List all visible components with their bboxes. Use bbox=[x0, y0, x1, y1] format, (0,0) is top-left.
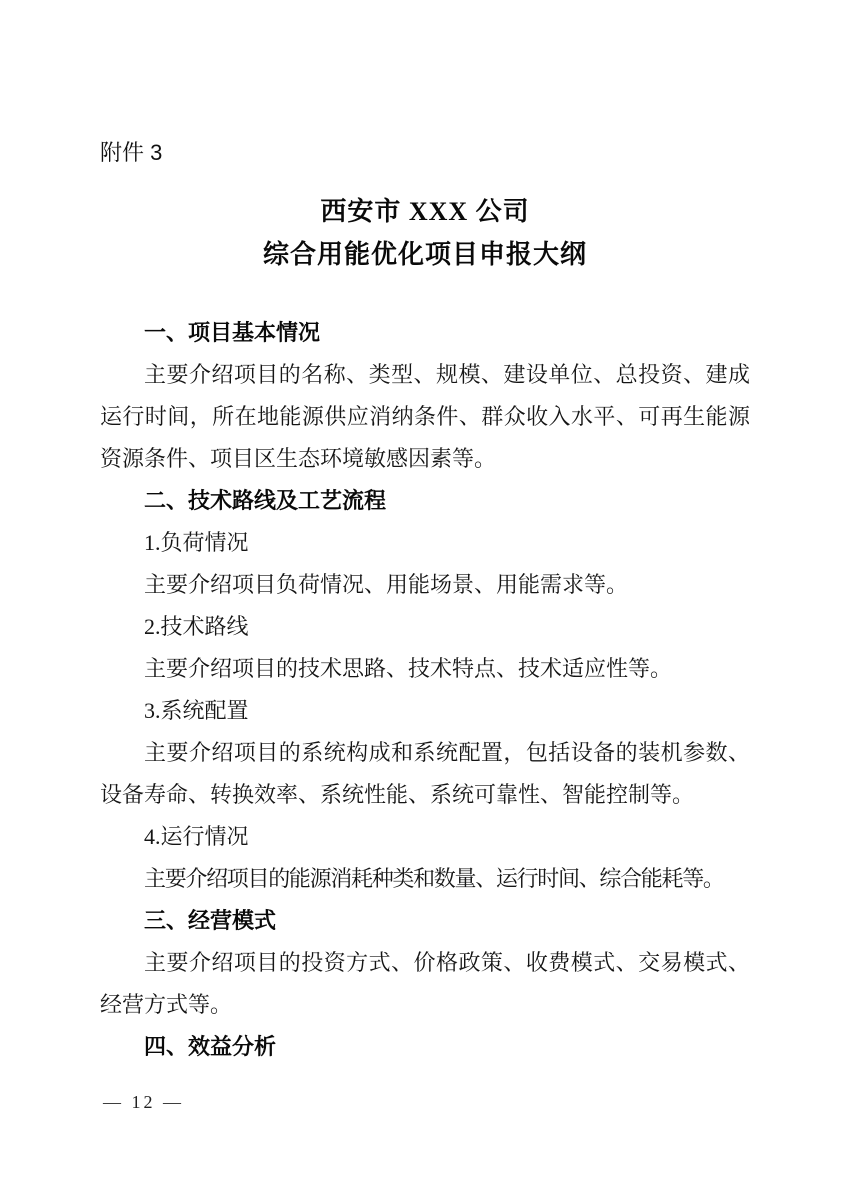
section-3-heading: 三、经营模式 bbox=[144, 908, 277, 933]
section-2-item-2-label: 2.技术路线 bbox=[144, 614, 249, 639]
document-title-line-2: 综合用能优化项目申报大纲 bbox=[262, 240, 587, 269]
document-title bbox=[100, 190, 750, 276]
section-4-heading: 四、效益分析 bbox=[144, 1034, 277, 1059]
document-body bbox=[100, 312, 750, 1068]
section-2-item-1-label: 1.负荷情况 bbox=[144, 530, 249, 555]
section-2-item-4-label: 4.运行情况 bbox=[144, 824, 249, 849]
section-2-item-1-description: 主要介绍项目负荷情况、用能场景、用能需求等。 bbox=[144, 572, 629, 597]
section-3-paragraph: 主要介绍项目的投资方式、价格政策、收费模式、交易模式、经营方式等。 bbox=[100, 950, 750, 1017]
section-2-item-4-description: 主要介绍项目的能源消耗种类和数量、运行时间、综合能耗等。 bbox=[144, 866, 724, 891]
section-2-item-2-description: 主要介绍项目的技术思路、技术特点、技术适应性等。 bbox=[144, 656, 673, 681]
document-title-line-1: 西安市 XXX 公司 bbox=[320, 197, 530, 226]
section-1-paragraph: 主要介绍项目的名称、类型、规模、建设单位、总投资、建成运行时间，所在地能源供应消纳条件、群众收入水平、可再生能源资源条件、项目区生态环境敏感因素等。 bbox=[100, 362, 750, 471]
section-2-heading: 二、技术路线及工艺流程 bbox=[144, 488, 387, 513]
attachment-label: 附件 3 bbox=[100, 140, 163, 165]
section-2-item-3-label: 3.系统配置 bbox=[144, 698, 249, 723]
page-number: — 12 — bbox=[103, 1092, 184, 1112]
section-1-heading: 一、项目基本情况 bbox=[144, 320, 321, 345]
section-2-item-3-description: 主要介绍项目的系统构成和系统配置，包括设备的装机参数、设备寿命、转换效率、系统性能、系统可靠性、智能控制等。 bbox=[100, 740, 750, 807]
